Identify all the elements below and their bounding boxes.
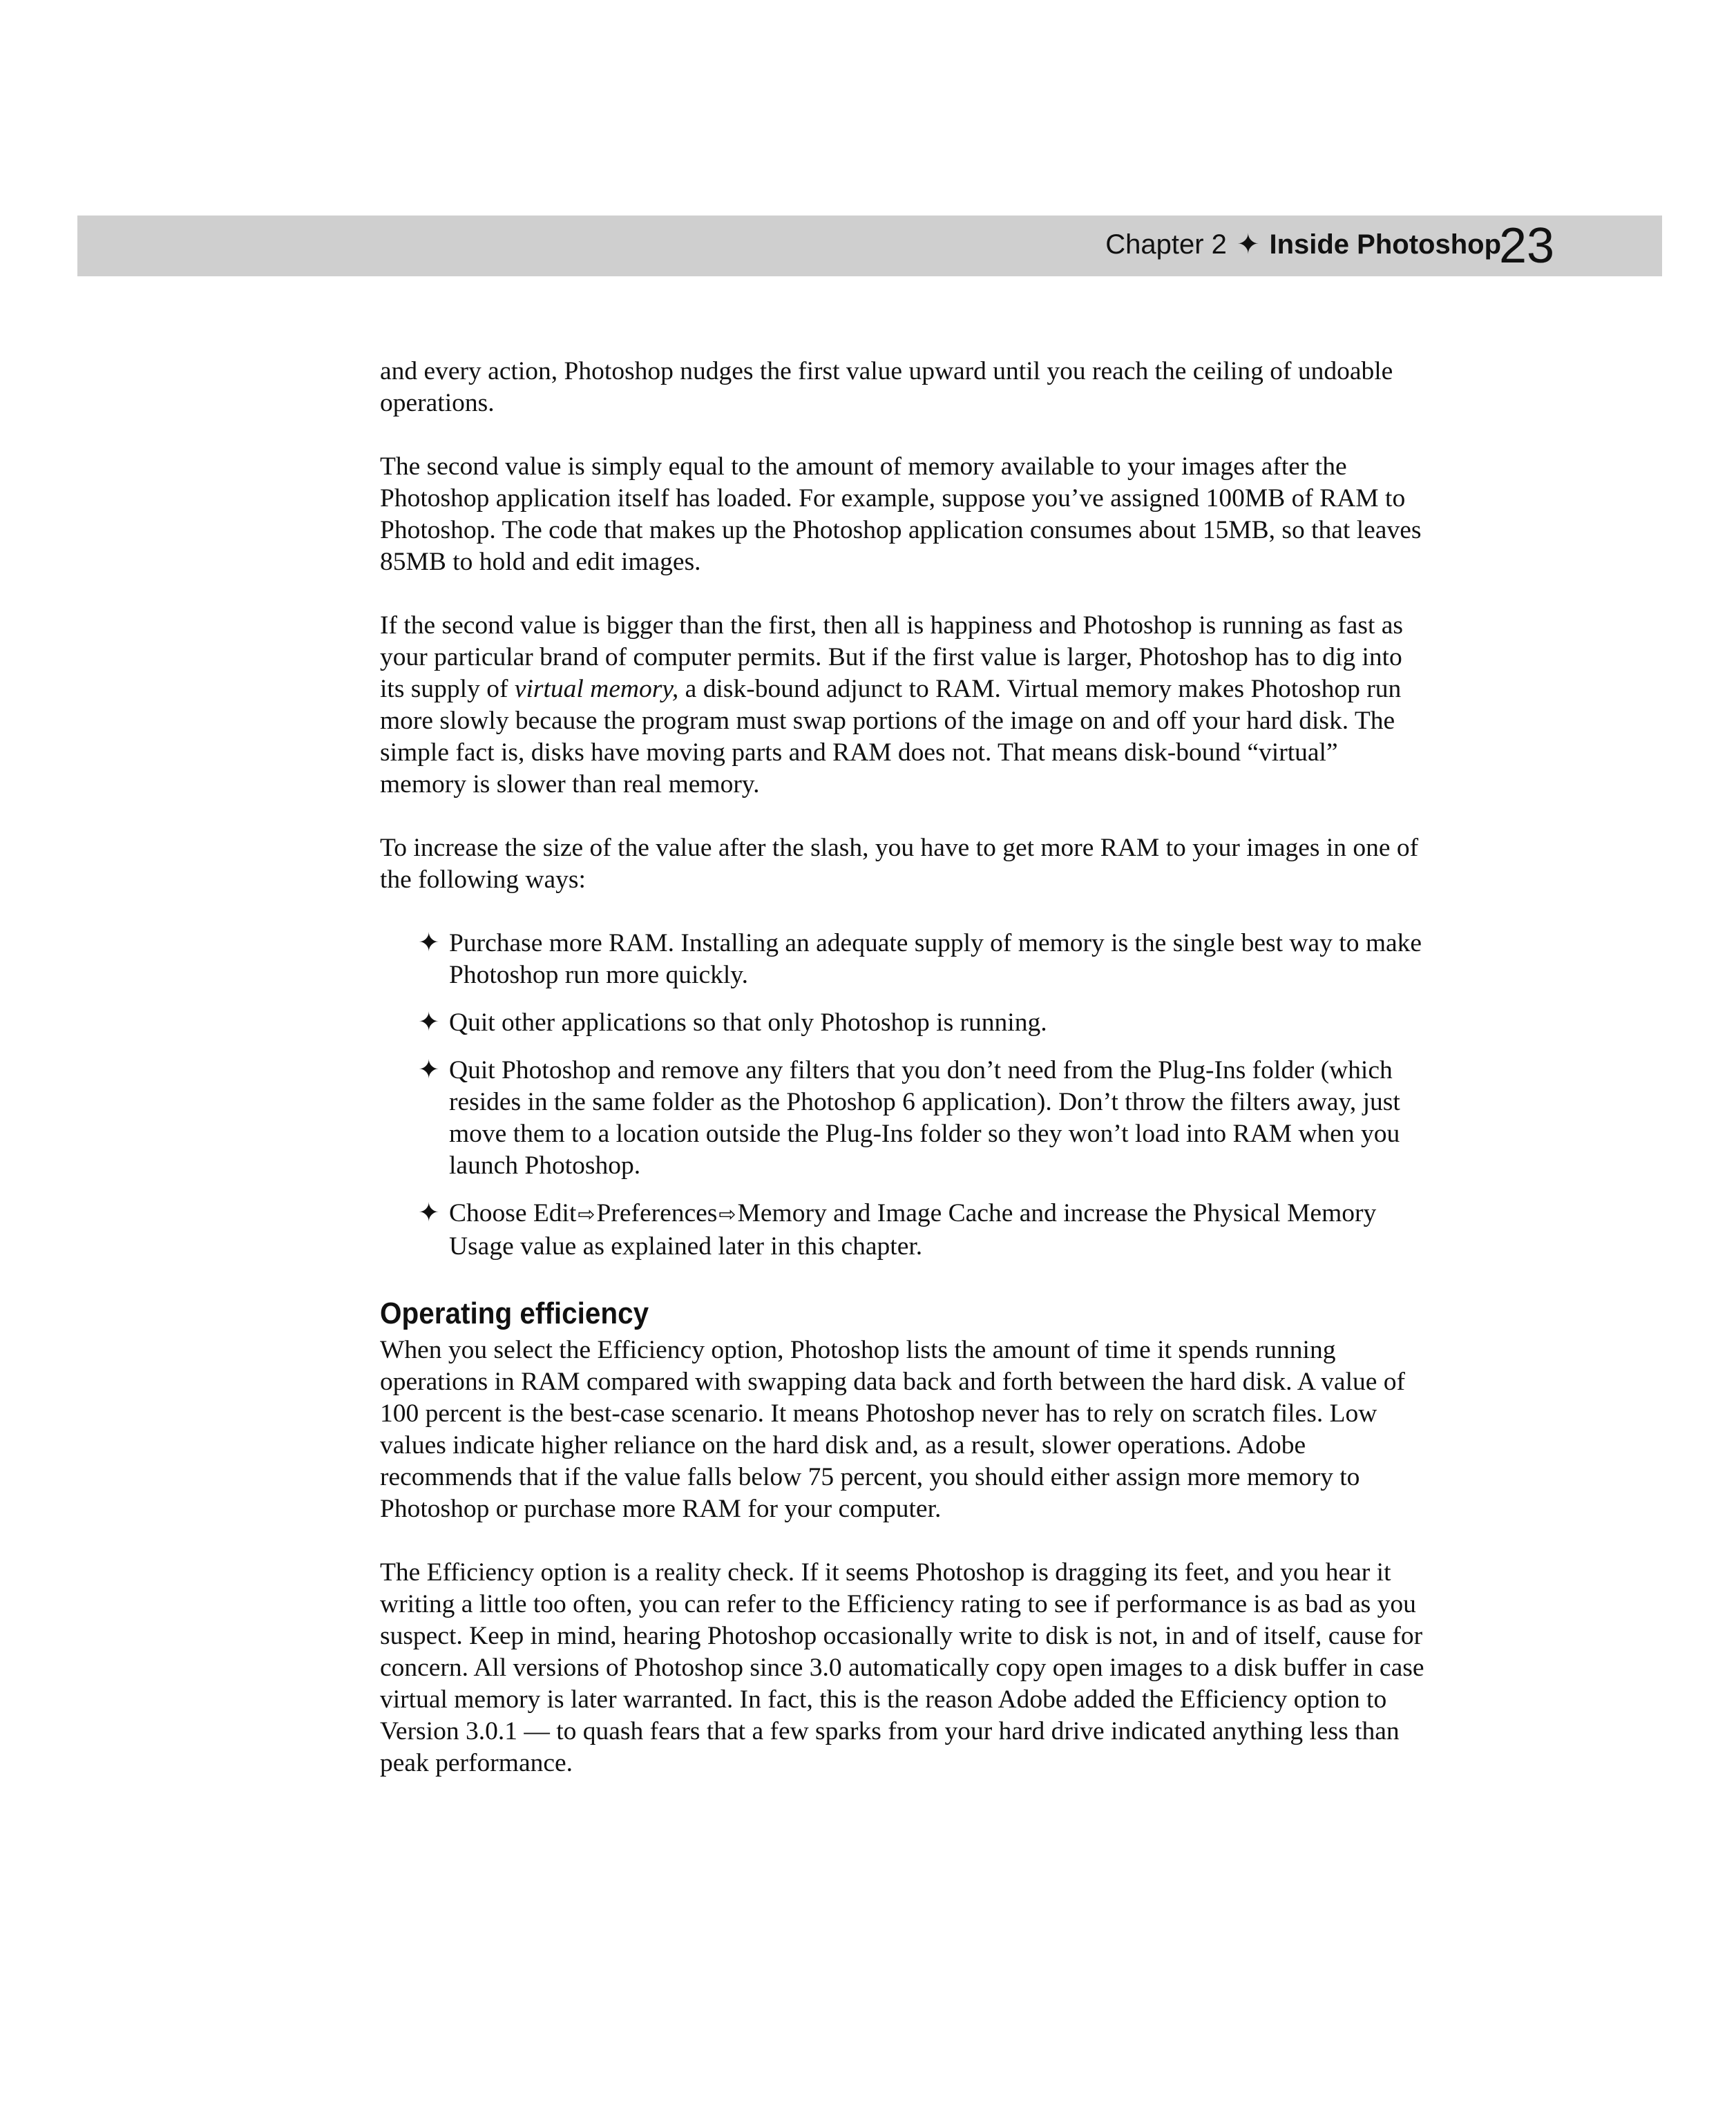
- four-point-star-icon: ✦: [418, 1199, 440, 1227]
- paragraph-text: If the second value is bigger than the first, then all is happiness and Photoshop is running as fast as your particular brand of computer permits. But if the first value is larger, Photoshop has to dig into its supply of: [380, 611, 1403, 703]
- list-item-text: Purchase more RAM. Installing an adequate supply of memory is the single best way to make Photoshop run more quickly.: [449, 929, 1422, 989]
- list-item: [380, 928, 1430, 991]
- four-point-star-icon: ✦: [418, 929, 440, 957]
- bullet-list: [380, 928, 1430, 1263]
- paragraph: [380, 610, 1430, 801]
- running-head: [1105, 228, 1501, 261]
- four-point-star-icon: ✦: [418, 1056, 440, 1084]
- paragraph-text: a disk-bound adjunct to RAM. Virtual memory makes Photoshop run more slowly because the program must swap portions of the image on and off your hard disk. The simple fact is, disks have moving parts and RAM does not. That means disk-bound “virtual” memory is slower than real memory.: [380, 675, 1402, 798]
- menu-path-text: Choose Edit: [449, 1199, 577, 1227]
- chapter-title: Inside Photoshop: [1269, 229, 1501, 260]
- list-item: [380, 1198, 1430, 1263]
- menu-path-text: Memory and Image Cache and increase the Physical Memory Usage value as explained later in this chapter.: [449, 1199, 1377, 1261]
- menu-arrow-icon: ⇨: [578, 1203, 595, 1226]
- four-point-star-icon: ✦: [1236, 229, 1260, 260]
- list-item-text: Quit Photoshop and remove any filters that you don’t need from the Plug-Ins folder (which resides in the same folder as the Photoshop 6 application). Don’t throw the filters away, just move them to a location outside the Plug-Ins folder so they won’t load into RAM when you launch Photoshop.: [449, 1056, 1400, 1180]
- four-point-star-icon: ✦: [418, 1008, 440, 1037]
- chapter-label: Chapter 2: [1105, 229, 1227, 260]
- paragraph: The second value is simply equal to the amount of memory available to your images after the Photoshop application itself has loaded. For example, suppose you’ve assigned 100MB of RAM to Photoshop. The code that makes up the Photoshop application consumes about 15MB, so that leaves 85MB to hold and edit images.: [380, 452, 1422, 576]
- paragraph: To increase the size of the value after the slash, you have to get more RAM to your images in one of the following ways:: [380, 834, 1419, 894]
- list-item-text: Quit other applications so that only Photoshop is running.: [449, 1008, 1047, 1037]
- list-item: [380, 1055, 1430, 1182]
- page-body: [380, 356, 1430, 1811]
- paragraph: The Efficiency option is a reality check. If it seems Photoshop is dragging its feet, and you hear it writing a little too often, you can refer to the Efficiency rating to see if performance is as bad as you suspect. Keep in mind, hearing Photoshop occasionally write to disk is not, in and of itself, cause for concern. All versions of Photoshop since 3.0 automatically copy open images to a disk buffer in case virtual memory is later warranted. In fact, this is the reason Adobe added the Efficiency option to Version 3.0.1 — to quash fears that a few sparks from your hard drive indicated anything less than peak performance.: [380, 1558, 1424, 1777]
- emphasized-term: virtual memory,: [514, 675, 679, 703]
- menu-arrow-icon: ⇨: [718, 1203, 736, 1226]
- section-heading: Operating efficiency: [380, 1297, 649, 1330]
- menu-path-text: Preferences: [596, 1199, 718, 1227]
- paragraph: and every action, Photoshop nudges the first value upward until you reach the ceiling of undoable operations.: [380, 357, 1393, 417]
- page-number: 23: [1499, 218, 1555, 274]
- list-item: [380, 1007, 1430, 1039]
- paragraph: When you select the Efficiency option, Photoshop lists the amount of time it spends running operations in RAM compared with swapping data back and forth between the hard disk. A value of 100 percent is the best-case scenario. It means Photoshop never has to rely on scratch files. Low values indicate higher reliance on the hard disk and, as a result, slower operations. Adobe recommends that if the value falls below 75 percent, you should either assign more memory to Photoshop or purchase more RAM for your computer.: [380, 1336, 1405, 1523]
